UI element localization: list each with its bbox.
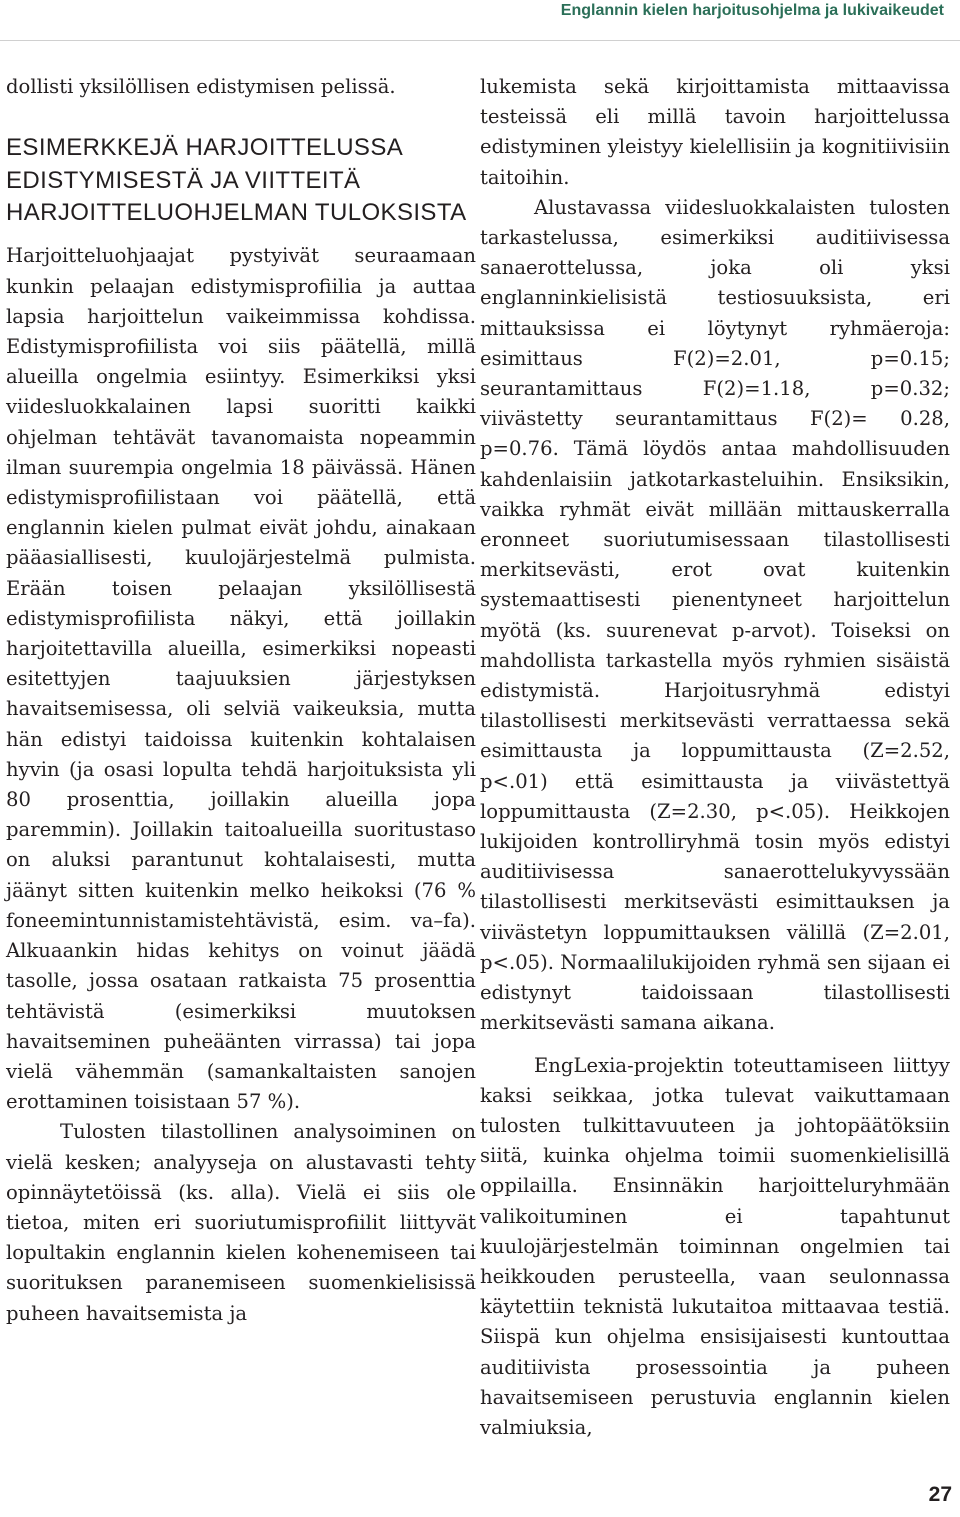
- header-rule: [0, 40, 960, 41]
- right-paragraph-2: Alustavassa viidesluokkalaisten tulosten tarkastelussa, esimerkiksi auditiivisessa sanaerottelussa, joka oli yksi englanninkielisistä testiosuuksista, eri mittauksissa ei löytynyt ryhmäeroja: esimittaus F(2)=2.01, p=0.15; seurantamittaus F(2)=1.18, p=0.32; viivästetty seurantamittaus F(2)= 0.28, p=0.76. Tämä löydös antaa mahdollisuuden kahdenlaisiin jatkotarkasteluihin. Ensiksikin, vaikka ryhmät eivät millään mittauskerralla eronneet suoriutumisessaan tilastollisesti merkitsevästi, erot ovat kuitenkin systemaattisesti pienentyneet harjoittelun myötä (ks. suurenevat p-arvot). Toiseksi on mahdollista tarkastella myös ryhmien sisäistä edistymistä. Harjoitusryhmä edistyi tilastollisesti merkitsevästi verrattaessa sekä esimittausta ja loppumittausta (Z=2.52, p<.01) että esimittausta ja viivästettyä loppumittausta (Z=2.30, p<.05). Heikkojen lukijoiden kontrolliryhmä tosin myös edistyi auditiivisessa sanaerottelukyvyssään tilastollisesti merkitsevästi esimittauksen ja viivästetyn loppumittauksen välillä (Z=2.01, p<.05). Normaalilukijoiden ryhmä sen sijaan ei edistynyt taidoissaan tilastollisesti merkitsevästi samana aikana.: [480, 195, 950, 1035]
- section-title: ESIMERKKEJÄ HARJOITTELUSSA EDISTYMISESTÄ JA VIITTEITÄ HARJOITTELUOHJELMAN TULOKSISTA: [6, 134, 467, 227]
- intro-line: dollisti yksilöllisen edistymisen pelissä.: [6, 75, 396, 98]
- right-paragraph-3: EngLexia-projektin toteuttamiseen liittyy kaksi seikkaa, jotka tulevat vaikuttamaan tulosten tulkittavuuteen ja johtopäätöksiin siitä, kuinka ohjelma toimii suomenkielisillä oppilailla. Ensinnäkin harjoitteluryhmään valikoituminen ei tapahtunut kuulojärjestelmän toiminnan ongelmien tai heikkouden perusteella, vaan seulonnassa käytettiin teknistä lukutaitoa mittaavaa testiä. Siispä kun ohjelma ensisijaisesti kuntouttaa auditiivista prosessointia ja puheen havaitsemiseen perustuvia englannin kielen valmiuksia,: [480, 1053, 950, 1439]
- left-column: [6, 72, 476, 1329]
- left-paragraph-1: Harjoitteluohjaajat pystyivät seuraamaan kunkin pelaajan edistymisprofiilia ja auttaa lapsia harjoittelun vaikeimmissa kohdissa. Edistymisprofiilista voi siis päätellä, millä alueilla ongelmia esiintyy. Esimerkiksi yksi viidesluokkalainen lapsi suoritti kaikki ohjelman tehtävät tavanomaista nopeammin ilman suurempia ongelmia 18 päivässä. Hänen edistymisprofiilistaan voi päätellä, että englannin kielen pulmat eivät johdu, ainakaan pääasiallisesti, kuulojärjestelmä pulmista. Erään toisen pelaajan yksilöllisestä edistymisprofiilista näkyi, että joillakin harjoitettavilla alueilla, esimerkiksi nopeasti esitettyjen taajuuksien järjestyksen havaitsemisessa, oli selviä vaikeuksia, mutta hän edistyi taidoissa kuitenkin kohtalaisen hyvin (ja osasi lopulta tehdä harjoituksista yli 80 prosenttia, joillakin alueilla jopa paremmin). Joillakin taitoalueilla suoritustaso on aluksi parantunut kohtalaisesti, mutta jäänyt sitten kuitenkin melko heikoksi (76 % foneemintunnistamistehtävistä, esim. va–fa). Alkuaankin hidas kehitys on voinut jäädä tasolle, jossa osataan ratkaista 75 prosenttia tehtävistä (esimerkiksi muutoksen havaitseminen puheäänten virrassa) tai jopa vielä vähemmän (samankaltaisten sanojen erottaminen toisistaan 57 %).: [6, 244, 476, 1114]
- running-head: Englannin kielen harjoitusohjelma ja lukivaikeudet: [560, 2, 944, 19]
- right-paragraph-1: lukemista sekä kirjoittamista mittaavissa testeissä eli millä tavoin harjoittelussa edistyminen yleistyy kielellisiin ja kognitiivisiin taitoihin.: [480, 75, 950, 189]
- left-paragraph-2: Tulosten tilastollinen analysoiminen on vielä kesken; analyyseja on alustavasti tehty opinnäytetöissä (ks. alla). Vielä ei siis ole tietoa, miten eri suoriutumisprofiilit liittyvät lopultakin englannin kielen kohenemiseen tai suorituksen paranemiseen suomenkielisissä puheen havaitsemista ja: [6, 1120, 476, 1325]
- page-number: 27: [928, 1483, 952, 1506]
- right-column: [480, 72, 950, 1443]
